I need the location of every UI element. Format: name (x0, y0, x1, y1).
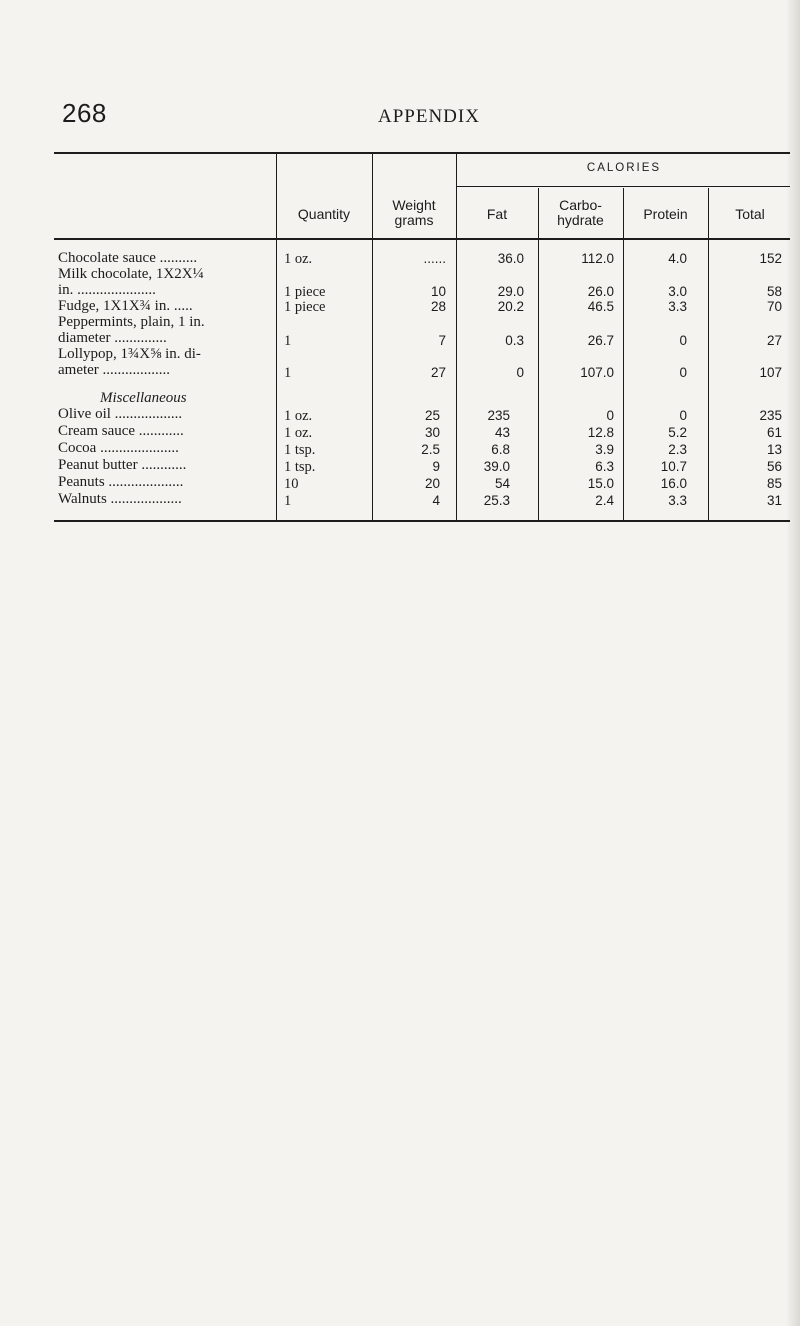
fat: 0 (516, 365, 524, 380)
fat: 20.2 (497, 299, 524, 314)
quantity: 1 (284, 493, 292, 509)
protein: 4.0 (668, 251, 687, 266)
protein: 0 (679, 408, 687, 423)
food-name: in. ..................... (58, 282, 156, 298)
fat: 36.0 (497, 251, 524, 266)
total: 13 (766, 442, 782, 457)
page-edge-shadow (786, 0, 800, 1326)
page-number: 268 (62, 98, 107, 128)
protein: 0 (679, 333, 687, 348)
section-title-miscellaneous: Miscellaneous (100, 390, 187, 406)
food-name: Cream sauce ............ (58, 423, 184, 439)
header-protein (623, 207, 708, 222)
quantity: 10 (284, 476, 299, 492)
quantity: 1 (284, 333, 292, 349)
header-weight-line2: grams (394, 212, 434, 228)
weight: 7 (438, 333, 446, 348)
weight: 25 (424, 408, 440, 423)
protein: 0 (679, 365, 687, 380)
quantity: 1 piece (284, 284, 326, 300)
fat: 29.0 (497, 284, 524, 299)
food-name: Peanut butter ............ (58, 457, 187, 473)
food-name-line1: Peppermints, plain, 1 in. (58, 314, 205, 330)
header-carb-line1: Carbo- (559, 197, 602, 213)
weight: 28 (430, 299, 446, 314)
table-bottom-rule (54, 520, 790, 522)
header-quantity (276, 207, 372, 222)
carbohydrate: 0 (606, 408, 614, 423)
header-quantity-label: Quantity (297, 206, 351, 222)
quantity: 1 oz. (284, 251, 313, 267)
weight: ...... (423, 251, 446, 266)
protein: 3.3 (668, 299, 687, 314)
carbohydrate: 26.0 (587, 284, 614, 299)
quantity: 1 tsp. (284, 459, 316, 475)
protein: 3.3 (668, 493, 687, 508)
header-bottom-rule (54, 238, 790, 240)
carbohydrate: 15.0 (587, 476, 614, 491)
food-name: diameter .............. (58, 330, 167, 346)
header-weight (372, 198, 456, 228)
header-fat-label: Fat (486, 206, 508, 222)
carbohydrate: 107.0 (580, 365, 614, 380)
total: 61 (766, 425, 782, 440)
carbohydrate: 46.5 (587, 299, 614, 314)
header-fat (456, 207, 538, 222)
quantity: 1 oz. (284, 408, 313, 424)
fat: 0.3 (505, 333, 524, 348)
total: 235 (759, 408, 782, 423)
fat: 39.0 (483, 459, 510, 474)
quantity: 1 piece (284, 299, 326, 315)
total: 85 (766, 476, 782, 491)
fat: 235 (487, 408, 510, 423)
total: 70 (766, 299, 782, 314)
food-name: Fudge, 1X1X¾ in. ..... (58, 298, 193, 314)
total: 31 (766, 493, 782, 508)
header-protein-label: Protein (643, 206, 688, 222)
food-name: Chocolate sauce .......... (58, 250, 198, 266)
total: 56 (766, 459, 782, 474)
weight: 30 (424, 425, 440, 440)
header-carbohydrate (538, 198, 623, 228)
carbohydrate: 3.9 (595, 442, 614, 457)
header-total (708, 207, 792, 222)
weight: 9 (432, 459, 440, 474)
weight: 27 (430, 365, 446, 380)
carbohydrate: 2.4 (595, 493, 614, 508)
carbohydrate: 6.3 (595, 459, 614, 474)
weight: 20 (424, 476, 440, 491)
weight: 2.5 (421, 442, 440, 457)
quantity: 1 tsp. (284, 442, 316, 458)
table-top-rule (54, 152, 790, 154)
header-total-label: Total (735, 206, 765, 222)
calories-underline (456, 186, 790, 187)
food-name: Olive oil .................. (58, 406, 183, 422)
food-name-line1: Lollypop, 1¾X⅝ in. di- (58, 346, 201, 362)
food-name: Cocoa ..................... (58, 440, 179, 456)
total: 58 (766, 284, 782, 299)
weight: 4 (432, 493, 440, 508)
quantity: 1 oz. (284, 425, 313, 441)
carbohydrate: 112.0 (581, 251, 614, 266)
protein: 16.0 (660, 476, 687, 491)
protein: 5.2 (668, 425, 687, 440)
fat: 54 (494, 476, 510, 491)
carbohydrate: 26.7 (587, 333, 614, 348)
protein: 10.7 (660, 459, 687, 474)
food-name: ameter .................. (58, 362, 171, 378)
carbohydrate: 12.8 (587, 425, 614, 440)
food-name: Walnuts ................... (58, 491, 182, 507)
total: 27 (766, 333, 782, 348)
quantity: 1 (284, 365, 292, 381)
protein: 2.3 (668, 442, 687, 457)
food-name: Peanuts .................... (58, 474, 184, 490)
weight: 10 (430, 284, 446, 299)
fat: 43 (494, 425, 510, 440)
protein: 3.0 (668, 284, 687, 299)
running-head: APPENDIX (378, 106, 480, 127)
header-weight-line1: Weight (392, 197, 436, 213)
fat: 25.3 (483, 493, 510, 508)
total: 152 (759, 251, 782, 266)
fat: 6.8 (491, 442, 510, 457)
total: 107 (759, 365, 782, 380)
food-name-line1: Milk chocolate, 1X2X¼ (58, 266, 204, 282)
header-carb-line2: hydrate (557, 212, 604, 228)
calories-header: CALORIES (586, 162, 662, 174)
